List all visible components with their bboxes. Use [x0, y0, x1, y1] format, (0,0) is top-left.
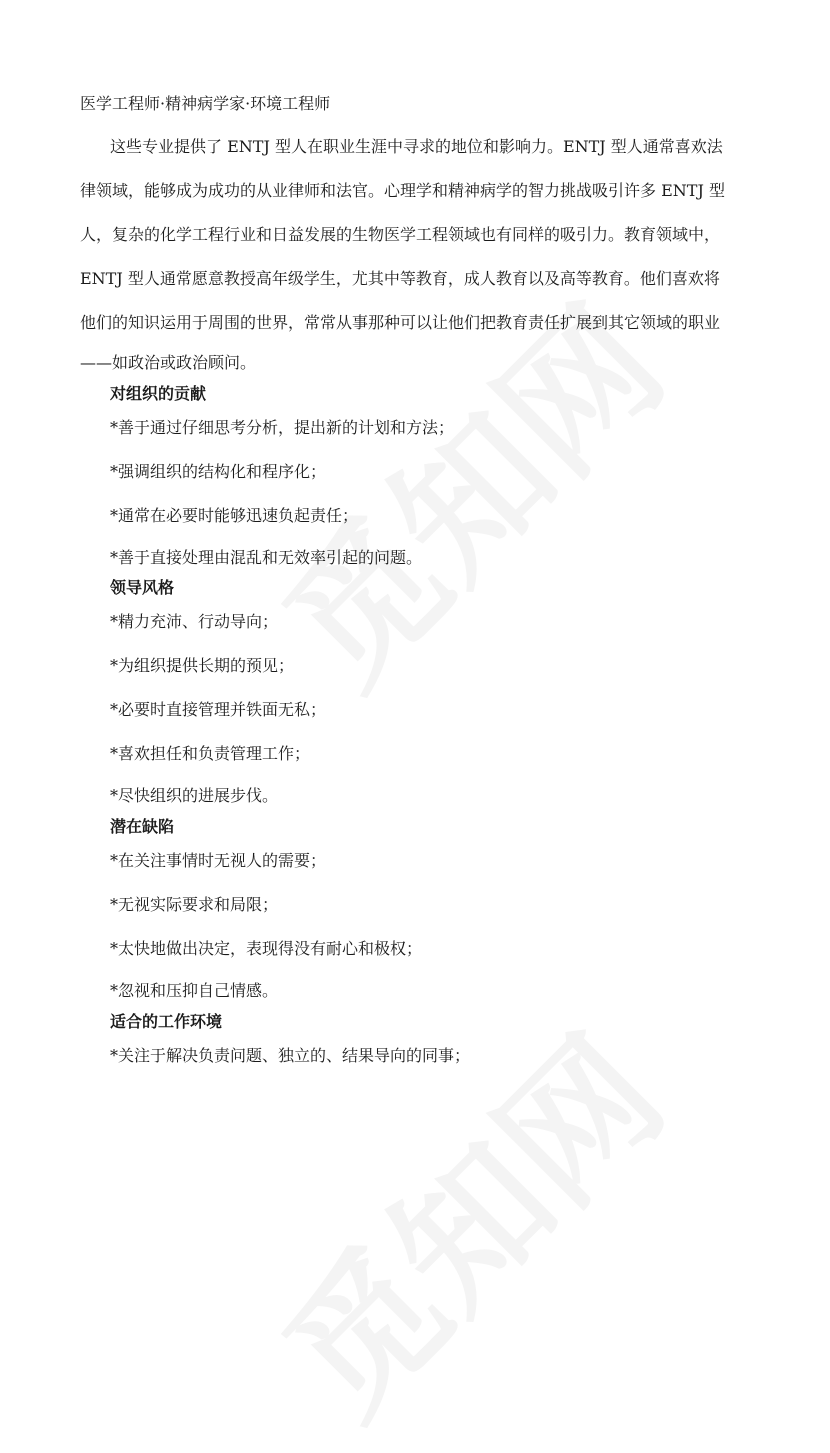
list-item: *喜欢担任和负责管理工作； [110, 744, 311, 763]
list-item: *尽快组织的进展步伐。 [110, 786, 279, 805]
paragraph-line: 律领域，能够成为成功的从业律师和法官。心理学和精神病学的智力挑战吸引许多 ENTJ 型 [80, 181, 725, 200]
list-item: *在关注事情时无视人的需要； [110, 851, 327, 870]
paragraph-line: ——如政治或政治顾问。 [80, 353, 257, 372]
list-item: *无视实际要求和局限； [110, 895, 279, 914]
list-item: *精力充沛、行动导向； [110, 612, 279, 631]
list-item: *关注于解决负责问题、独立的、结果导向的同事； [110, 1046, 471, 1065]
list-item: *太快地做出决定，表现得没有耐心和极权； [110, 939, 423, 958]
paragraph-line: ENTJ 型人通常愿意教授高年级学生，尤其中等教育，成人教育以及高等教育。他们喜欢将 [80, 269, 720, 288]
section-heading: 适合的工作环境 [110, 1012, 223, 1031]
paragraph-line: 人，复杂的化学工程行业和日益发展的生物医学工程领域也有同样的吸引力。教育领域中， [80, 225, 721, 244]
list-item: *强调组织的结构化和程序化； [110, 462, 327, 481]
paragraph-line: 这些专业提供了 ENTJ 型人在职业生涯中寻求的地位和影响力。ENTJ 型人通常喜欢法 [110, 137, 723, 156]
section-heading: 领导风格 [110, 578, 175, 597]
list-item: *必要时直接管理并铁面无私； [110, 700, 327, 719]
list-item: *通常在必要时能够迅速负起责任； [110, 506, 359, 525]
page-title: 医学工程师·精神病学家·环境工程师 [80, 94, 331, 113]
section-heading: 潜在缺陷 [110, 817, 175, 836]
list-item: *为组织提供长期的预见； [110, 656, 295, 675]
section-heading: 对组织的贡献 [110, 384, 207, 403]
list-item: *善于通过仔细思考分析，提出新的计划和方法； [110, 418, 455, 437]
paragraph-line: 他们的知识运用于周围的世界，常常从事那种可以让他们把教育责任扩展到其它领域的职业 [80, 313, 721, 332]
list-item: *善于直接处理由混乱和无效率引起的问题。 [110, 548, 423, 567]
list-item: *忽视和压抑自己情感。 [110, 981, 279, 1000]
